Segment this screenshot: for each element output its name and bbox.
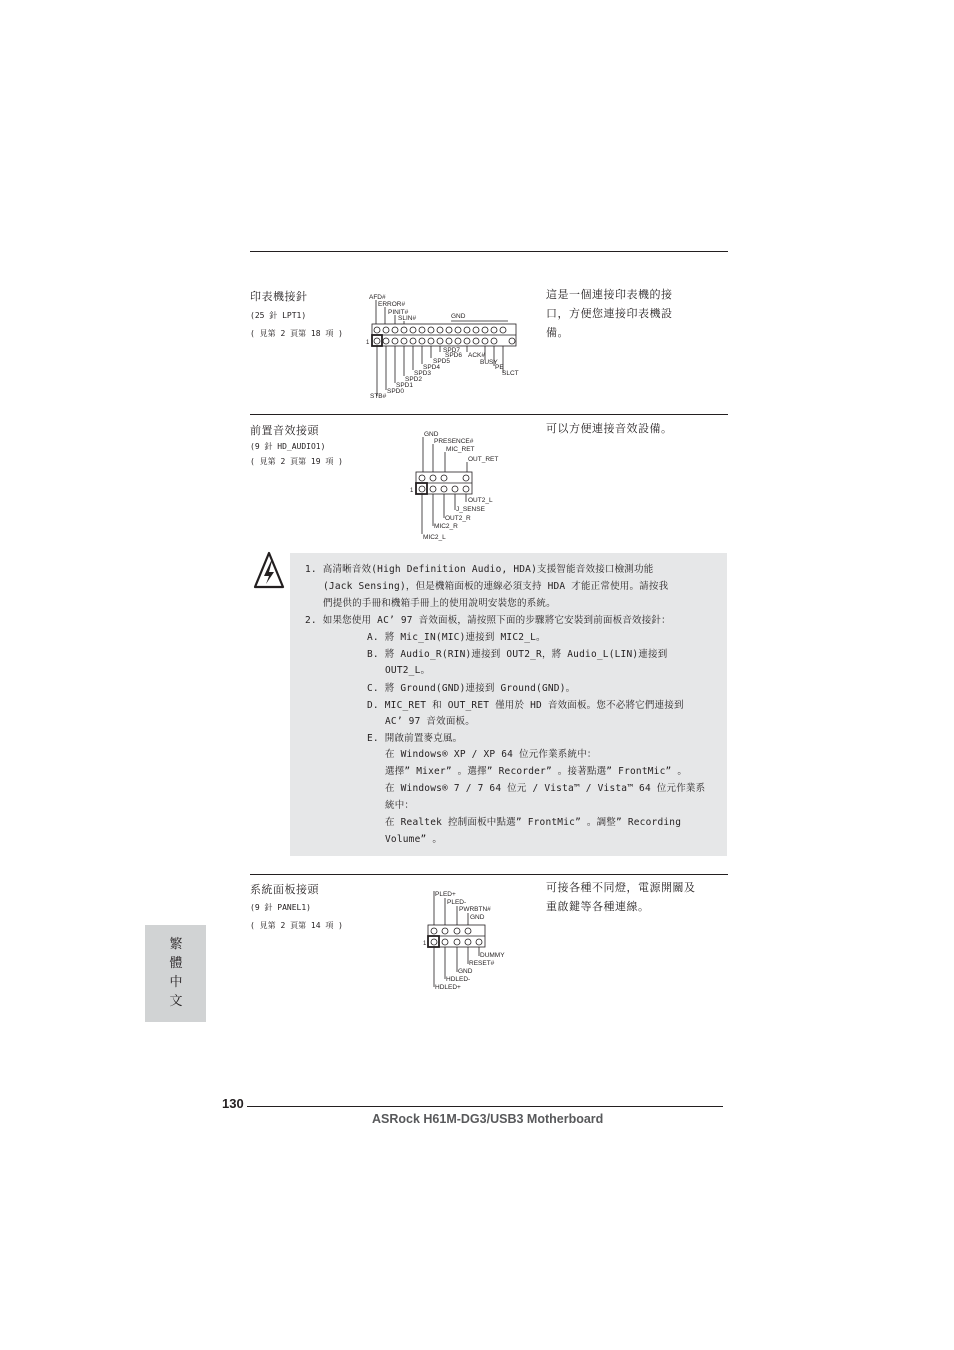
label-j-sense: J_SENSE <box>456 506 485 513</box>
panel-desc: 可接各種不同燈，電源開關及 重啟鍵等各種連線。 <box>546 881 696 913</box>
printer-title: 印表機接針 <box>250 290 308 303</box>
label-reset: RESET# <box>469 960 495 967</box>
label-audio-gnd: GND <box>424 431 439 438</box>
audio-pin1: 1 <box>410 488 414 494</box>
label-pe: PE <box>495 364 504 371</box>
label-afd: AFD# <box>369 294 386 301</box>
label-presence: PRESENCE# <box>434 438 474 445</box>
label-spd4: SPD4 <box>423 364 440 371</box>
language-side-tab <box>145 925 206 1022</box>
label-busy: BUSY <box>480 359 498 366</box>
label-pinit: PINIT# <box>388 309 409 316</box>
label-error: ERROR# <box>378 301 406 308</box>
footer-title: ASRock H61M-DG3/USB3 Motherboard <box>372 1112 604 1126</box>
label-stb: STB# <box>370 393 387 400</box>
label-spd2: SPD2 <box>405 376 422 383</box>
label-spd7: SPD7 <box>443 347 460 354</box>
printer-header-diagram <box>365 290 535 409</box>
label-slin: SLIN# <box>398 315 417 322</box>
printer-pin1: 1 <box>366 340 370 346</box>
label-out2-r: OUT2_R <box>445 515 471 522</box>
page-number: 130 <box>222 1096 244 1111</box>
audio-header-diagram <box>410 424 520 548</box>
rule-audio <box>250 414 728 415</box>
top-rule <box>250 251 728 252</box>
label-pled-plus: PLED+ <box>435 891 456 898</box>
label-slct: SLCT <box>502 370 519 377</box>
panel-header-diagram <box>423 884 513 998</box>
label-panel-gnd: GND <box>470 914 485 921</box>
label-out2-l: OUT2_L <box>468 497 493 504</box>
label-out-ret: OUT_RET <box>468 456 499 463</box>
label-gnd: GND <box>451 313 466 320</box>
label-pwrbtn: PWRBTN# <box>459 906 491 913</box>
audio-ref: ( 見第 2 頁第 19 項 ) <box>250 457 343 466</box>
printer-ref: ( 見第 2 頁第 18 項 ) <box>250 329 343 338</box>
audio-title: 前置音效接頭 <box>250 424 319 437</box>
label-pled-minus: PLED- <box>447 899 467 906</box>
label-panel-gnd2: GND <box>458 968 473 975</box>
rule-panel <box>250 874 728 875</box>
label-mic-ret: MIC_RET <box>446 446 475 453</box>
label-spd1: SPD1 <box>396 382 413 389</box>
label-mic2-r: MIC2_R <box>434 523 458 530</box>
label-hdled-plus: HDLED+ <box>435 984 461 991</box>
label-hdled-minus: HDLED- <box>446 976 471 983</box>
printer-pins: (25 針 LPT1) <box>250 311 307 320</box>
side-tab-text: 繁 體 中 文 <box>169 937 183 1009</box>
label-spd3: SPD3 <box>414 370 431 377</box>
audio-pins: (9 針 HD_AUDIO1) <box>250 442 326 451</box>
notes-box: 1. 高清晰音效(High Definition Audio, HDA)支援智能音效接口檢測功能 (Jack Sensing)，但是機箱面板的連線必須支持 HDA 才能正常使用。請按我 們提供的手冊和機箱手冊上的使用說明安裝您的系統。 2. 如果您使用 AC’ 97 音效面板，請按照下面的步驟將它安裝到前面板音效接針： A. 將 Mic_IN(MIC)連接到 MIC2_L。 B. 將 Audio_R(RIN)連接到 OUT2_R，將 Audio_L(LIN)連接到 OUT2_L。 C. 將 Ground(GND)連接到 Ground(GND)。 D. MIC_RET 和 OUT_RET 僅用於 HD 音效面板。您不必將它們連接到 AC’ 97 音效面板。 E. 開啟前置麥克風。 在 Windows® XP / XP 64 位元作業系統中： 選擇” Mixer” 。選擇” Recorder” 。接著點選” FrontMic” 。 在 Windows® 7 / 7 64 位元 / Vista™ / Vista™ 64 位元作業系 統中： 在 Realtek 控制面板中點選” FrontMic” 。調整” Recording Volume” 。 <box>290 553 727 856</box>
panel-pin1: 1 <box>423 941 427 947</box>
label-dummy: DUMMY <box>480 952 505 959</box>
panel-title: 系統面板接頭 <box>250 883 319 896</box>
label-spd6: SPD6 <box>445 352 462 359</box>
warning-icon <box>253 550 285 596</box>
label-ack: ACK# <box>468 352 485 359</box>
panel-pins: (9 針 PANEL1) <box>250 903 311 912</box>
footer-rule <box>247 1106 723 1107</box>
printer-desc: 這是一個連接印表機的接 口，方便您連接印表機設 備。 <box>546 288 673 339</box>
audio-desc: 可以方便連接音效設備。 <box>546 422 673 435</box>
label-mic2-l: MIC2_L <box>423 534 446 541</box>
label-spd5: SPD5 <box>433 358 450 365</box>
label-spd0: SPD0 <box>387 388 404 395</box>
panel-ref: ( 見第 2 頁第 14 項 ) <box>250 921 343 930</box>
